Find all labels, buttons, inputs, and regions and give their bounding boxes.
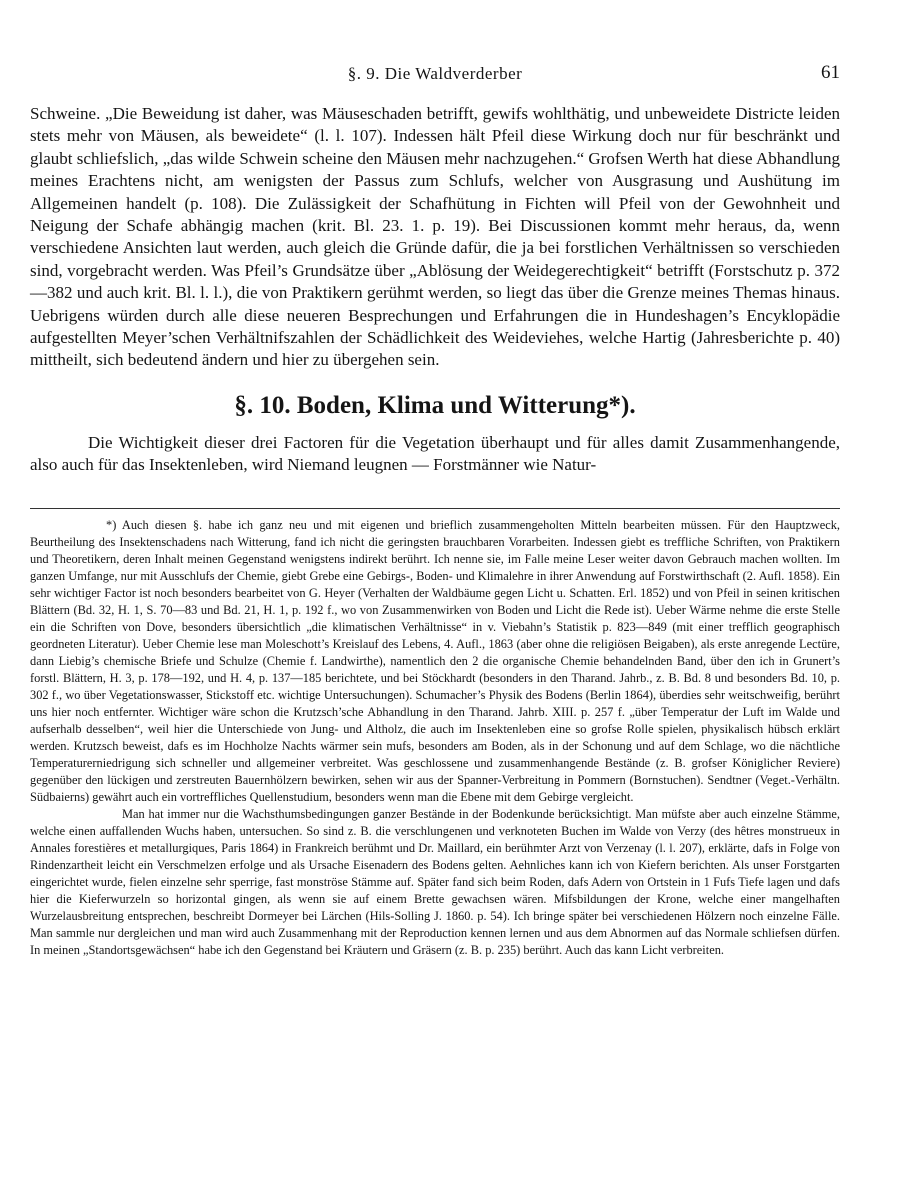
footnote-paragraph-continued: Man hat immer nur die Wachsthumsbedingungen ganzer Bestände in der Bodenkunde berücksichtigt. Man müfste aber auch einzelne Stämme, welche einen auffallenden Wuchs haben, untersuchen. So sind z. B. die verschlungenen und verknoteten Buchen im Walde von Verzy (des hêtres monstrueux in Annales forestières et metallurgiques, Paris 1864) in Frankreich berühmt und Dr. Maillard, ein berühmter Arzt von Verzenay (l. l. 207), erklärte, dafs in Folge von Rindenzartheit leicht ein Verschmelzen erfolge und als Ursache Eisenadern des Bodens gelten. Aehnliches kann ich von Kiefern berichten. Als unser Forstgarten eingerichtet wurde, fielen einzelne sehr sperrige, fast monströse Stämme auf. Später fand sich beim Roden, dafs Adern von Ortstein in 1 Fufs Tiefe lagen und dafs hier die Kieferwurzeln so horizontal gingen, als wenn sie auf einem Brette gewachsen wären. Mifsbildungen der Krone, welche einer mangelhaften Wurzelausbreitung entsprechen, beschreibt Dormeyer bei Lärchen (Hils-Solling J. 1860. p. 54). Ich bringe später bei verschiedenen Hölzern noch einzelne Fälle. Man sammle nur dergleichen und man wird auch Zusammenhang mit der Reproduction kennen lernen und aus dem Abnormen auf das Normale schliefsen dürfen. In meinen „Standortsgewächsen“ habe ich den Gegenstand bei Kräutern und Gräsern (z. B. p. 235) berührt. Auch das kann Licht verbreiten. [30, 807, 840, 957]
body-paragraph-intro: Die Wichtigkeit dieser drei Factoren für die Vegetation überhaupt und für alles damit Zusammenhangende, also auch für das Insektenleben, wird Niemand leugnen — Forstmänner wie Natur- [30, 432, 840, 475]
section-heading: §. 10. Boden, Klima und Witterung*). [234, 391, 636, 419]
footnote-paragraph: *) Auch diesen §. habe ich ganz neu und mit eigenen und brieflich zusammengeholten Mitteln bearbeiten müssen. Für den Hauptzweck, Beurtheilung des Insektenschadens nach Witterung, fand ich nicht die geringsten brauchbaren Vorarbeiten. Indessen giebt es treffliche Schriften, von Praktikern und Theoretikern, deren Inhalt meinen Gegenstand wenigstens indirekt berührt. Ich nenne sie, im Falle meine Leser weiter davon Gebrauch machen wollten. Im ganzen Umfange, nur mit Ausschlufs der Chemie, giebt Grebe eine Gebirgs-, Boden- und Klimalehre in ihrer Anwendung auf Forstwirthschaft (2. Aufl. 1858). Ein sehr wichtiger Factor ist noch besonders bearbeitet von G. Heyer (Verhalten der Waldbäume gegen Licht u. Schatten. Erl. 1852) und von Pfeil in seinen kritischen Blättern (Bd. 32, H. 1, S. 70—83 und Bd. 21, H. 1, p. 192 f., wo von Zusammenwirken von Boden und Licht die Rede ist). Ueber Wärme nehme die erste Stelle ein die Schriften von Dove, besonders übersichtlich „die klimatischen Verhältnisse“ in v. Viebahn’s Statistik p. 823—849 (mit einer trefflich geographisch geordneten Literatur). Ueber Chemie lese man Moleschott’s Kreislauf des Lebens, 4. Aufl., 1863 (aber ohne die religiösen Beigaben), als erste anregende Lectüre, dann Liebig’s chemische Briefe und Schulze (Chemie f. Landwirthe), namentlich den 2 die organische Chemie behandelnden Band, über den ich in Grunert’s forstl. Blättern, H. 3, p. 178—192, und H. 4, p. 137—185 berichtete, und bei Stöckhardt (besonders in den Tharand. Jahrb., z. B. Bd. 8 und besonders Bd. 10, p. 302 f., wo über Vegetationswasser, Stickstoff etc. wichtige Untersuchungen). Schumacher’s Physik des Bodens (Berlin 1864), überdies sehr weitschweifig, berührt uns hier noch entfernter. Wichtiger wäre schon die Krutzsch’sche Abhandlung in den Tharand. Jahrb. XIII. p. 257 f. „über Temperatur der Luft im Walde und aufserhalb desselben“, weil hier die Unterschiede von Jung- und Altholz, die auch im Insektenleben eine so grofse Rolle spielen, physikalisch hübsch erklärt werden. Krutzsch beweist, dafs es im Hochholze Nachts wärmer sein mufs, besonders am Boden, als in der Schonung und auf dem Schlage, wo die nächtliche Temperaturerniedrigung sich schneller und allgemeiner verbreitet. Was geschlossene und zusammenhangende Bestände (z. B. grofser Königlicher Reviere) gegenüber den lückigen und zerstreuten Bauernhölzern bewirken, sehen wir aus der Spanner-Verbreitung in Pommern (Bornstuchen). Sendtner (Veget.-Verhältn. Südbaierns) gewährt auch ein vortreffliches Quellenstudium, besonders wenn man die Ebene mit dem Gebirge vergleicht. [30, 518, 840, 804]
main-text [30, 103, 840, 477]
running-header [30, 62, 840, 88]
footnote [30, 508, 840, 959]
running-header-title: §. 9. Die Waldverderber [347, 64, 523, 83]
page-number: 61 [821, 62, 840, 83]
body-paragraph: Schweine. „Die Beweidung ist daher, was Mäuseschaden betrifft, gewifs wohlthätig, und unbeweidete Districte leiden stets mehr von Mäusen, als beweidete“ (l. l. 107). Indessen hält Pfeil diese Wirkung doch nur für beschränkt und glaubt schliefslich, „das wilde Schwein scheine den Mäusen mehr nachzugehen.“ Grofsen Werth hat diese Abhandlung meines Erachtens nicht, am wenigsten der Passus zum Schlufs, welcher von Ausgrasung und Aushütung im Allgemeinen handelt (p. 108). Die Zulässigkeit der Schafhütung in Fichten will Pfeil von der Gewohnheit und Neigung der Schafe abhängig machen (krit. Bl. 23. 1. p. 19). Bei Discussionen kommt mehr heraus, da, wenn verschiedene Ansichten laut werden, auch gleich die Gründe dafür, die ja bei forstlichen Verhältnissen so verschieden sind, vorgebracht werden. Was Pfeil’s Grundsätze über „Ablösung der Weidegerechtigkeit“ betrifft (Forstschutz p. 372—382 und auch krit. Bl. l. l.), die von Praktikern gerühmt werden, so liegt das über die Grenze meines Themas hinaus. Uebrigens würden durch alle diese neueren Besprechungen und Erfahrungen die in Hundeshagen’s Encyklopädie aufgestellten Meyer’schen Verhältnifszahlen der Schädlichkeit des Weideviehes, welche Hartig (Jahresberichte p. 40) mittheilt, sich bedeutend ändern und hier zu übergehen sein. [30, 104, 840, 370]
